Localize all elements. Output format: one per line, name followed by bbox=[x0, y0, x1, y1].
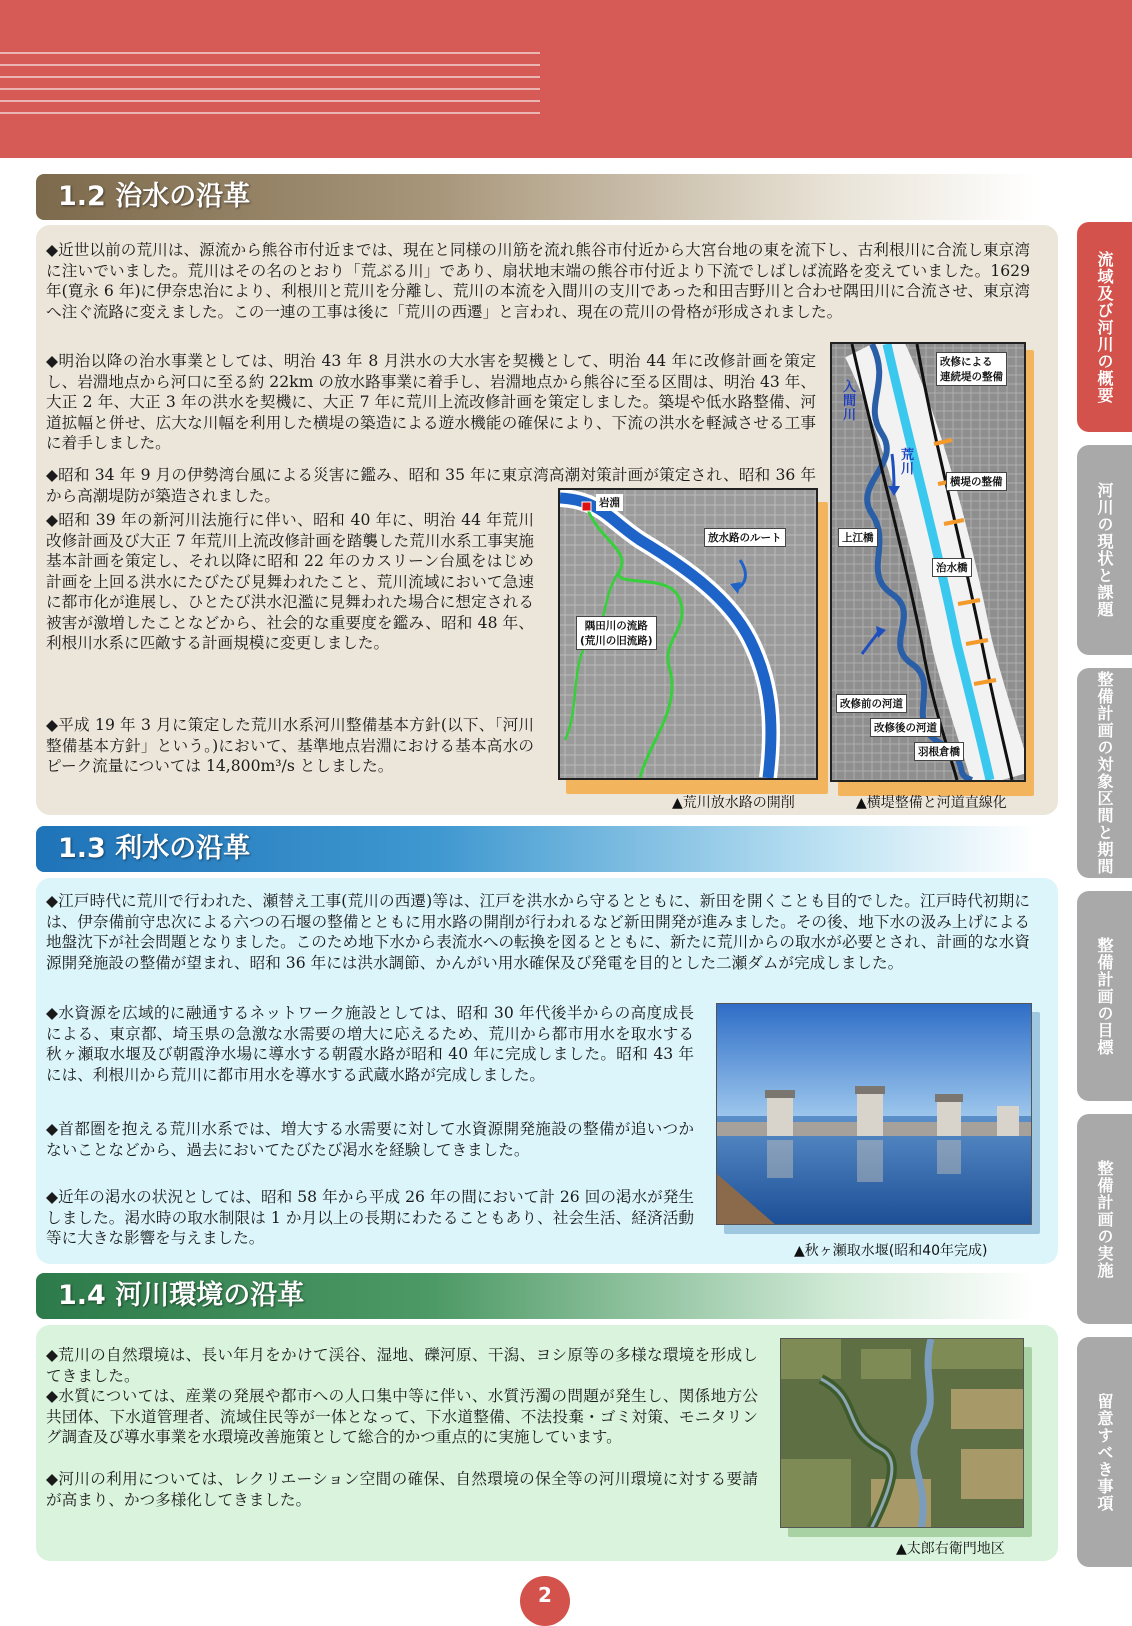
sidebar-tab-current-issues[interactable]: 河川の現状と課題 bbox=[1077, 445, 1132, 655]
caption-tarouemon: ▲太郎右衛門地区 bbox=[896, 1541, 1005, 1557]
flood-paragraph-3: ◆昭和 34 年 9 月の伊勢湾台風による災害に鑑み、昭和 35 年に東京湾高潮対策計画が策定され、昭和 36 年から高潮堤防が築造されました。 bbox=[46, 466, 816, 505]
floodway-map bbox=[558, 488, 818, 780]
water-paragraph-3: ◆首都圏を抱える荒川水系では、増大する水需要に対して水資源開発施設の整備が追いつかないことなどから、過去においてたびたび渇水を経験してきました。 bbox=[46, 1120, 694, 1159]
map2-label-after: 改修後の河道 bbox=[870, 718, 941, 737]
flood-paragraph-1: ◆近世以前の荒川は、源流から熊谷市付近までは、現在と同様の川筋を流れ熊谷市付近から大宮台地の東を流下し、古利根川に合流し東京湾に注いでいました。荒川はその名のとおり「荒ぶる川」であり、扇状地末端の熊谷市付近より下流でしばしば流路を変えていました。1629 年(寛永 6 年)に伊奈忠治により、利根川と荒川を分離し、荒川の本流を入間川の支川であった和田吉野川と合わせ隅田川に合流させ、東京湾へ注ぐ流路に変えました。この一連の工事は後に「荒川の西遷」と言われ、現在の荒川の骨格が形成されました。 bbox=[46, 241, 1030, 321]
map2-label-before: 改修前の河道 bbox=[836, 694, 907, 713]
section-heading-flood-control: 1.2 治水の沿革 bbox=[36, 174, 1036, 220]
map2-label-chisui-bridge: 治水橋 bbox=[932, 558, 972, 577]
water-paragraph-2: ◆水資源を広域的に融通するネットワーク施設としては、昭和 30 年代後半からの高度成長による、東京都、埼玉県の急激な水需要の増大に応えるため、荒川から都市用水を取水する秋ヶ瀬取水堰及び朝霞浄水場に導水する朝霞水路が昭和 40 年に完成しました。昭和 43 年には、利根川から荒川に都市用水を導水する武蔵水路が完成しました。 bbox=[46, 1004, 694, 1084]
map2-label-iruma: 入 間 川 bbox=[843, 380, 857, 423]
sidebar-tab-target-section[interactable]: 整備計画の対象区間と期間 bbox=[1077, 668, 1132, 878]
tarouemon-graphic bbox=[781, 1339, 1024, 1528]
section-heading-environment: 1.4 河川環境の沿革 bbox=[36, 1273, 1036, 1319]
flood-paragraph-5: ◆平成 19 年 3 月に策定した荒川水系河川整備基本方針(以下、「河川整備基本方針」という。)において、基準地点岩淵における基本高水のピーク流量については 14,800m³/s としました。 bbox=[46, 716, 534, 775]
caption-floodway: ▲荒川放水路の開削 bbox=[672, 795, 795, 811]
water-paragraph-1: ◆江戸時代に荒川で行われた、瀬替え工事(荒川の西遷)等は、江戸を洪水から守るとともに、新田を開くことも目的でした。江戸時代初期には、伊奈備前守忠次による六つの石堰の整備とともに用水路の開削が行われるなど新田開発が進みました。その後、地下水の汲み上げによる地盤沈下が社会問題となりました。このため地下水から表流水への転換を図るとともに、新たに荒川からの取水が必要とされ、計画的な水資源開発施設の整備が望まれ、昭和 36 年には洪水調節、かんがい用水確保及び発電を目的とした二瀬ダムが完成しました。 bbox=[46, 892, 1030, 972]
page-number: 2 bbox=[520, 1576, 570, 1626]
flood-paragraph-2: ◆明治以降の治水事業としては、明治 43 年 8 月洪水の大水害を契機として、明治 44 年に改修計画を策定し、岩淵地点から河口に至る約 22km の放水路事業に着手し、岩淵地点から熊谷に至る区間は、明治 43 年、大正 2 年、大正 3 年の洪水を契機に、大正 7 年に荒川上流改修計画を策定しました。築堤や低水路整備、河道拡幅と併せ、広大な川幅を利用した横堤の築造による遊水機能の確保により、下流の洪水を軽減させる工事に着手しました。 bbox=[46, 352, 816, 452]
map1-label-iwabuchi: 岩淵 bbox=[596, 494, 623, 511]
sidebar-tab-overview[interactable]: 流域及び河川の概要 bbox=[1077, 222, 1132, 432]
water-paragraph-4: ◆近年の渇水の状況としては、昭和 58 年から平成 26 年の間において計 26 回の渇水が発生しました。渇水時の取水制限は 1 か月以上の長期にわたることもあり、社会生活、経済活動等に大きな影響を与えました。 bbox=[46, 1188, 694, 1247]
sidebar-tab-goals[interactable]: 整備計画の目標 bbox=[1077, 891, 1132, 1101]
map2-label-arakawa: 荒 川 bbox=[901, 448, 915, 477]
akigase-weir-photo bbox=[716, 1003, 1032, 1225]
env-paragraph-3: ◆河川の利用については、レクリエーション空間の確保、自然環境の保全等の河川環境に対する要請が高まり、かつ多様化してきました。 bbox=[46, 1470, 758, 1509]
map2-label-yokotei: 横堤の整備 bbox=[946, 472, 1007, 491]
header-band bbox=[0, 0, 1132, 158]
levee-map bbox=[830, 342, 1026, 782]
caption-levee: ▲横堤整備と河道直線化 bbox=[856, 795, 1007, 811]
flood-paragraph-4: ◆昭和 39 年の新河川法施行に伴い、昭和 40 年に、明治 44 年荒川改修計画及び大正 7 年荒川上流改修計画を踏襲した荒川水系工事実施基本計画を策定し、それ以降に昭和 22 年のカスリーン台風をはじめ計画を上回る洪水にたびたび見舞われたこと、荒川流域において急速に都市化が進展し、ひとたび洪水氾濫に見舞われた場合に想定される被害が激増したことなどから、社会的な重要度を鑑み、昭和 48 年、利根川水系に匹敵する計画規模に変更しました。 bbox=[46, 511, 534, 652]
section-heading-water-use: 1.3 利水の沿革 bbox=[36, 826, 1036, 872]
env-paragraph-1: ◆荒川の自然環境は、長い年月をかけて渓谷、湿地、礫河原、干潟、ヨシ原等の多様な環境を形成してきました。 bbox=[46, 1346, 758, 1385]
map2-label-kamie-bridge: 上江橋 bbox=[838, 528, 878, 547]
akigase-weir-graphic bbox=[717, 1004, 1032, 1225]
levee-map-graphic bbox=[832, 344, 1024, 780]
caption-akigase: ▲秋ヶ瀬取水堰(昭和40年完成) bbox=[794, 1243, 988, 1259]
map1-label-sumida: 隅田川の流路 (荒川の旧流路) bbox=[576, 616, 657, 650]
tarouemon-photo bbox=[780, 1338, 1024, 1528]
sidebar-tab-notes[interactable]: 留意すべき事項 bbox=[1077, 1337, 1132, 1567]
map1-label-route: 放水路のルート bbox=[704, 528, 786, 547]
map2-label-continuous-levee: 改修による 連続堤の整備 bbox=[936, 352, 1007, 386]
sidebar-tab-implementation[interactable]: 整備計画の実施 bbox=[1077, 1114, 1132, 1324]
map2-label-hane-bridge: 羽根倉橋 bbox=[914, 742, 964, 761]
env-paragraph-2: ◆水質については、産業の発展や都市への人口集中等に伴い、水質汚濁の問題が発生し、関係地方公共団体、下水道管理者、流域住民等が一体となって、下水道整備、不法投棄・ゴミ対策、モニタリング調査及び導水事業を水環境改善施策として総合的かつ重点的に実施しています。 bbox=[46, 1387, 758, 1446]
